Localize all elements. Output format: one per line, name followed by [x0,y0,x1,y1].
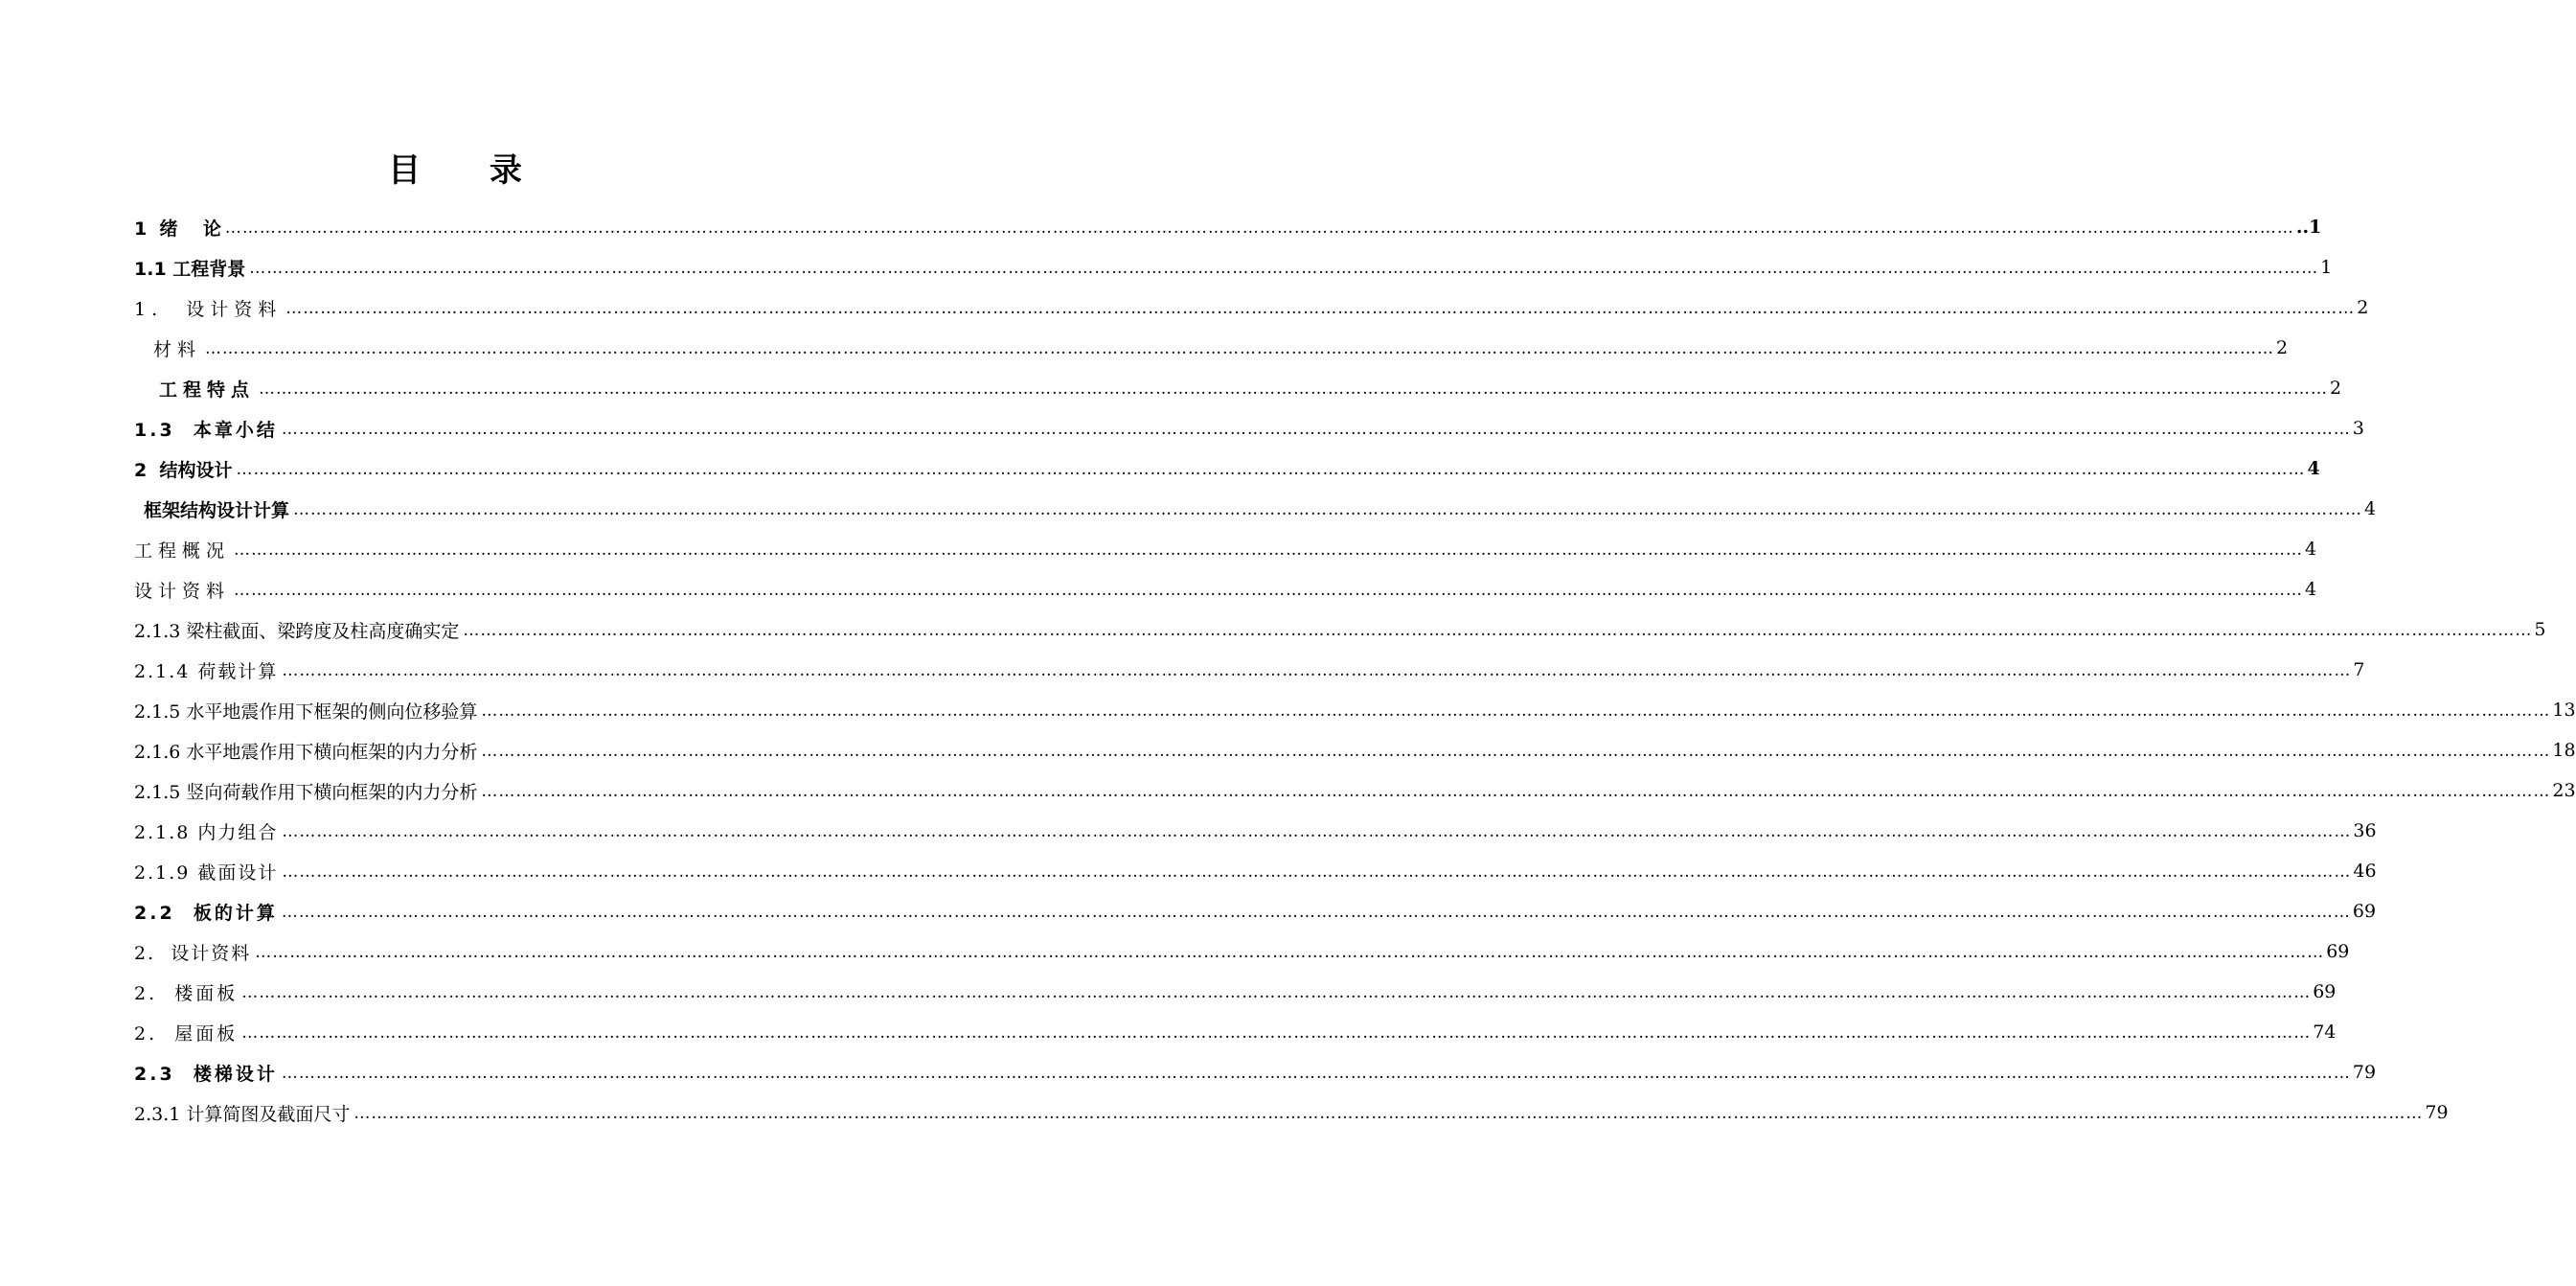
toc-leader: ……………………………………………………………………………………………………………………………………………………………………………………………………………………………………………………………………………………………………………………………… [353,1103,2424,1123]
toc-entry[interactable] [134,207,2322,247]
toc-entry[interactable] [134,1012,2337,1052]
toc-entry[interactable] [134,569,2317,609]
toc-leader: ……………………………………………………………………………………………………………………………………………………………………………………………………………………………………………………………………………………………………………………………… [282,660,2352,680]
toc-entry-page: 69 [2352,901,2377,922]
toc-entry[interactable] [134,529,2317,569]
toc-entry-label: 工程特点 [159,379,256,401]
toc-entry[interactable] [134,690,2576,730]
toc-leader: ……………………………………………………………………………………………………………………………………………………………………………………………………………………………………………………………………………………………………………………………… [481,741,2551,761]
toc-leader: ……………………………………………………………………………………………………………………………………………………………………………………………………………………………………………………………………………………………………………………………… [281,902,2351,922]
toc-entry[interactable] [134,1052,2377,1092]
toc-entry-label: 2.2 板的计算 [134,902,278,924]
toc-entry-page: 69 [2326,941,2350,962]
toc-leader: ……………………………………………………………………………………………………………………………………………………………………………………………………………………………………………………………………………………………………………………………… [224,218,2294,238]
toc-entry-label: 2.1.6 水平地震作用下横向框架的内力分析 [134,741,478,763]
toc-leader: ……………………………………………………………………………………………………………………………………………………………………………………………………………………………………………………………………………………………………………………………… [236,459,2306,479]
toc-entry-page: 2 [2330,378,2342,399]
table-of-contents [134,207,2576,1133]
toc-entry-page: ..1 [2295,217,2322,238]
toc-entry-label: 2.1.3 梁柱截面、梁跨度及柱高度确实定 [134,620,460,642]
toc-entry[interactable] [134,730,2576,770]
toc-entry-label: 1. 设计资料 [134,298,283,320]
toc-entry-page: 4 [2305,579,2317,600]
toc-entry[interactable] [134,811,2377,851]
toc-entry[interactable] [134,328,2289,368]
toc-entry[interactable] [134,770,2576,811]
toc-leader: ……………………………………………………………………………………………………………………………………………………………………………………………………………………………………………………………………………………………………………………………… [463,620,2533,640]
toc-entry-label: 2.1.8 内力组合 [134,821,279,843]
toc-entry-page: 7 [2353,659,2365,680]
toc-entry-page: 4 [2307,458,2320,479]
toc-entry[interactable] [134,891,2377,931]
toc-entry[interactable] [134,368,2342,408]
toc-entry[interactable] [134,972,2337,1012]
toc-entry-label: 2.1.5 水平地震作用下框架的侧向位移验算 [134,700,478,723]
toc-entry-page: 74 [2313,1022,2337,1043]
toc-leader: ……………………………………………………………………………………………………………………………………………………………………………………………………………………………………………………………………………………………………………………………… [282,861,2352,882]
toc-entry-page: 2 [2276,337,2289,358]
toc-leader: ……………………………………………………………………………………………………………………………………………………………………………………………………………………………………………………………………………………………………………………………… [281,419,2351,439]
toc-leader: ……………………………………………………………………………………………………………………………………………………………………………………………………………………………………………………………………………………………………………………………… [205,338,2275,358]
toc-title: 目 录 [388,151,551,190]
toc-leader: ……………………………………………………………………………………………………………………………………………………………………………………………………………………………………………………………………………………………………………………………… [249,258,2319,278]
toc-entry-label: 2. 楼面板 [134,982,239,1004]
toc-entry[interactable] [134,1092,2449,1133]
toc-entry-label: 2.3 楼梯设计 [134,1063,278,1085]
toc-entry-page: 4 [2364,498,2377,519]
toc-entry-page: 2 [2357,297,2369,318]
toc-entry-label: 2.1.4 荷载计算 [134,660,279,682]
toc-entry[interactable] [134,650,2365,690]
toc-leader: ……………………………………………………………………………………………………………………………………………………………………………………………………………………………………………………………………………………………………………………………… [241,982,2312,1002]
toc-entry-label: 1.1 工程背景 [134,258,246,280]
toc-entry-page: 79 [2425,1102,2449,1123]
toc-leader: ……………………………………………………………………………………………………………………………………………………………………………………………………………………………………………………………………………………………………………………………… [285,298,2356,318]
toc-entry-page: 5 [2534,619,2546,640]
toc-leader: ……………………………………………………………………………………………………………………………………………………………………………………………………………………………………………………………………………………………………………………………… [282,821,2352,841]
toc-leader: ……………………………………………………………………………………………………………………………………………………………………………………………………………………………………………………………………………………………………………………………… [255,942,2325,962]
toc-entry-page: 13 [2552,700,2576,721]
toc-leader: ……………………………………………………………………………………………………………………………………………………………………………………………………………………………………………………………………………………………………………………………… [293,499,2363,519]
toc-entry-page: 69 [2313,981,2337,1002]
toc-entry-page: 18 [2552,740,2576,761]
toc-entry-label: 材料 [153,338,202,360]
toc-entry-label: 1 绪 论 [134,218,221,240]
toc-entry-page: 3 [2352,418,2364,439]
toc-entry-label: 框架结构设计计算 [144,499,290,521]
toc-leader: ……………………………………………………………………………………………………………………………………………………………………………………………………………………………………………………………………………………………………………………………… [234,580,2304,600]
toc-entry-label: 2. 屋面板 [134,1022,239,1045]
toc-entry[interactable] [134,448,2320,489]
toc-entry-page: 79 [2352,1062,2377,1083]
toc-leader: ……………………………………………………………………………………………………………………………………………………………………………………………………………………………………………………………………………………………………………………………… [259,379,2329,399]
toc-entry[interactable] [134,287,2369,328]
toc-entry-label: 2 结构设计 [134,459,233,481]
toc-entry-page: 36 [2353,820,2377,841]
toc-entry-label: 设计资料 [134,580,231,602]
toc-entry[interactable] [134,408,2364,448]
toc-entry-page: 46 [2353,861,2377,882]
toc-entry-page: 1 [2320,257,2333,278]
toc-entry[interactable] [134,489,2377,529]
toc-leader: ……………………………………………………………………………………………………………………………………………………………………………………………………………………………………………………………………………………………………………………………… [281,1063,2351,1083]
toc-leader: ……………………………………………………………………………………………………………………………………………………………………………………………………………………………………………………………………………………………………………………………… [234,540,2304,560]
toc-entry-label: 2.1.9 截面设计 [134,861,279,884]
toc-leader: ……………………………………………………………………………………………………………………………………………………………………………………………………………………………………………………………………………………………………………………………… [241,1022,2312,1043]
toc-entry[interactable] [134,247,2333,287]
toc-entry[interactable] [134,931,2350,972]
toc-entry-page: 23 [2552,780,2576,801]
toc-leader: ……………………………………………………………………………………………………………………………………………………………………………………………………………………………………………………………………………………………………………………………… [481,781,2551,801]
toc-entry-page: 4 [2305,539,2317,560]
toc-entry[interactable] [134,609,2546,650]
toc-entry[interactable] [134,851,2377,891]
toc-entry-label: 2.1.5 竖向荷载作用下横向框架的内力分析 [134,781,478,803]
toc-entry-label: 1.3 本章小结 [134,419,278,441]
toc-entry-label: 工程概况 [134,540,231,562]
toc-entry-label: 2. 设计资料 [134,942,252,964]
toc-entry-label: 2.3.1 计算简图及截面尺寸 [134,1103,351,1125]
toc-leader: ……………………………………………………………………………………………………………………………………………………………………………………………………………………………………………………………………………………………………………………………… [481,700,2551,721]
